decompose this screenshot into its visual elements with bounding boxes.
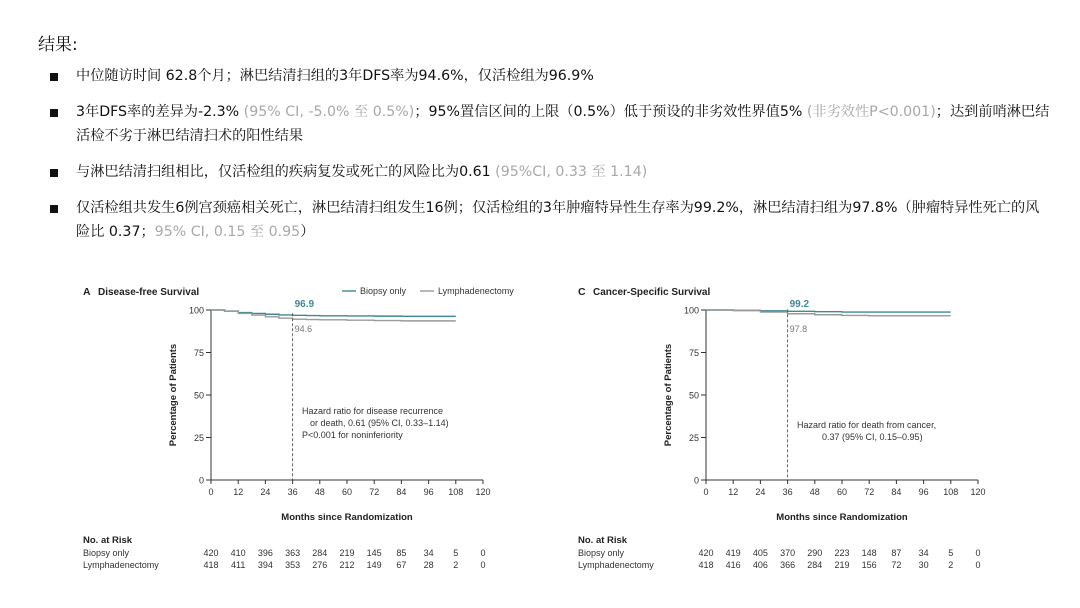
risk-value: 418 bbox=[698, 560, 714, 570]
risk-value: 34 bbox=[918, 548, 929, 558]
risk-table-title: No. at Risk bbox=[83, 535, 133, 546]
series-line-lymphadenectomy bbox=[706, 310, 951, 316]
x-tick-label: 36 bbox=[782, 487, 793, 497]
risk-value: 5 bbox=[453, 548, 459, 558]
annotation-biopsy-value: 96.9 bbox=[294, 299, 315, 310]
x-tick-label: 84 bbox=[891, 487, 902, 497]
bullet-text: 仅活检组共发生6例宫颈癌相关死亡，淋巴结清扫组发生16例；仅活检组的3年肿瘤特异性生存率为99.2%，淋巴结清扫组为97.8%（肿瘤特异性死亡的风险比 0.37； bbox=[76, 200, 1040, 240]
x-axis-title: Months since Randomization bbox=[776, 512, 908, 523]
y-tick-label: 0 bbox=[198, 475, 204, 486]
y-tick-label: 75 bbox=[193, 348, 204, 358]
hazard-ratio-note: Hazard ratio for disease recurrence bbox=[302, 406, 444, 416]
y-tick-label: 0 bbox=[693, 475, 699, 486]
risk-value: 370 bbox=[780, 548, 796, 558]
y-tick-label: 25 bbox=[688, 433, 699, 443]
annotation-lymph-value: 97.8 bbox=[789, 324, 808, 334]
y-tick-label: 100 bbox=[188, 305, 204, 316]
risk-value: 148 bbox=[861, 548, 877, 558]
bullet-square-icon bbox=[50, 205, 58, 213]
bullet-item bbox=[50, 100, 1050, 148]
legend-label: Biopsy only bbox=[360, 286, 407, 296]
risk-value: 0 bbox=[975, 560, 981, 570]
x-tick-label: 120 bbox=[475, 487, 491, 497]
bullet-text: 3年DFS率的差异为-2.3% bbox=[76, 104, 244, 120]
risk-value: 219 bbox=[339, 548, 355, 558]
risk-value: 223 bbox=[834, 548, 850, 558]
bullet-text: ；95%置信区间的上限（0.5%）低于预设的非劣效性界值5% bbox=[414, 104, 807, 120]
risk-value: 72 bbox=[891, 560, 902, 570]
chart-title: Cancer-Specific Survival bbox=[593, 287, 711, 298]
x-tick-label: 36 bbox=[287, 487, 298, 497]
risk-value: 2 bbox=[453, 560, 459, 570]
risk-value: 276 bbox=[312, 560, 328, 570]
y-tick-label: 50 bbox=[193, 390, 204, 401]
bullet-ci-text: 95% CI, 0.15 至 0.95 bbox=[154, 224, 301, 240]
x-tick-label: 72 bbox=[369, 487, 380, 497]
risk-value: 420 bbox=[698, 548, 714, 558]
y-axis-title: Percentage of Patients bbox=[663, 343, 674, 447]
annotation-lymph-value: 94.6 bbox=[294, 324, 313, 334]
x-tick-label: 108 bbox=[448, 487, 464, 497]
x-tick-label: 60 bbox=[836, 487, 848, 497]
risk-value: 85 bbox=[396, 548, 407, 558]
hazard-ratio-note: 0.37 (95% CI, 0.15–0.95) bbox=[822, 432, 923, 442]
risk-value: 420 bbox=[203, 548, 219, 558]
risk-value: 156 bbox=[861, 560, 877, 570]
bullet-ci-text: (非劣效性P<0.001) bbox=[806, 104, 936, 120]
section-heading: 结果: bbox=[38, 35, 78, 55]
x-axis-title: Months since Randomization bbox=[281, 512, 413, 523]
risk-value: 353 bbox=[285, 560, 301, 570]
chart-disease-free-survival bbox=[80, 280, 540, 590]
bullet-text: ） bbox=[300, 224, 315, 240]
bullet-square-icon bbox=[50, 109, 58, 117]
risk-value: 212 bbox=[339, 560, 355, 570]
x-tick-label: 96 bbox=[423, 487, 434, 497]
risk-value: 0 bbox=[975, 548, 981, 558]
risk-value: 28 bbox=[423, 560, 434, 570]
bullet-item bbox=[50, 64, 1050, 88]
panel-label: C bbox=[578, 286, 586, 298]
x-tick-label: 60 bbox=[341, 487, 353, 497]
panel-label: A bbox=[83, 286, 91, 298]
x-tick-label: 108 bbox=[943, 487, 959, 497]
hazard-ratio-note: Hazard ratio for death from cancer, bbox=[797, 420, 937, 430]
bullet-ci-text: (95%CI, 0.33 至 1.14) bbox=[495, 164, 648, 180]
risk-table-title: No. at Risk bbox=[578, 535, 628, 546]
risk-value: 284 bbox=[312, 548, 328, 558]
risk-value: 87 bbox=[891, 548, 902, 558]
bullet-item bbox=[50, 160, 1050, 184]
risk-value: 410 bbox=[230, 548, 246, 558]
risk-value: 416 bbox=[725, 560, 741, 570]
x-tick-label: 12 bbox=[728, 487, 739, 497]
risk-value: 411 bbox=[231, 560, 246, 570]
y-tick-label: 100 bbox=[683, 305, 699, 316]
x-tick-label: 24 bbox=[260, 487, 271, 497]
y-tick-label: 50 bbox=[688, 390, 699, 401]
x-tick-label: 24 bbox=[755, 487, 766, 497]
risk-value: 290 bbox=[807, 548, 823, 558]
risk-row-label: Biopsy only bbox=[578, 548, 625, 558]
risk-row-label: Biopsy only bbox=[83, 548, 130, 558]
risk-value: 406 bbox=[752, 560, 768, 570]
x-tick-label: 120 bbox=[970, 487, 986, 497]
risk-value: 145 bbox=[366, 548, 382, 558]
x-tick-label: 0 bbox=[208, 487, 214, 497]
risk-value: 34 bbox=[423, 548, 434, 558]
bullet-square-icon bbox=[50, 73, 58, 81]
y-axis-title: Percentage of Patients bbox=[168, 343, 179, 447]
risk-value: 0 bbox=[480, 560, 486, 570]
bullet-text: 与淋巴结清扫组相比，仅活检组的疾病复发或死亡的风险比为0.61 bbox=[76, 164, 496, 180]
risk-value: 219 bbox=[834, 560, 850, 570]
legend-label: Lymphadenectomy bbox=[438, 286, 514, 296]
bullet-text: ；达到前哨淋巴结活检不劣于淋巴结清扫术的阳性结果 bbox=[76, 104, 1050, 144]
risk-row-label: Lymphadenectomy bbox=[578, 560, 654, 570]
risk-value: 394 bbox=[257, 560, 273, 570]
x-tick-label: 0 bbox=[703, 487, 709, 497]
x-tick-label: 48 bbox=[809, 487, 820, 497]
risk-value: 0 bbox=[480, 548, 486, 558]
risk-value: 405 bbox=[752, 548, 768, 558]
risk-value: 284 bbox=[807, 560, 823, 570]
x-tick-label: 72 bbox=[864, 487, 875, 497]
risk-value: 67 bbox=[396, 560, 407, 570]
risk-row-label: Lymphadenectomy bbox=[83, 560, 159, 570]
risk-value: 2 bbox=[948, 560, 954, 570]
x-tick-label: 48 bbox=[314, 487, 325, 497]
y-tick-label: 25 bbox=[193, 433, 204, 443]
risk-value: 419 bbox=[725, 548, 741, 558]
x-tick-label: 84 bbox=[396, 487, 407, 497]
risk-value: 366 bbox=[780, 560, 796, 570]
risk-value: 363 bbox=[285, 548, 301, 558]
chart-cancer-specific-survival bbox=[575, 280, 1035, 590]
result-bullets bbox=[50, 64, 1050, 256]
x-tick-label: 12 bbox=[233, 487, 244, 497]
x-tick-label: 96 bbox=[918, 487, 929, 497]
risk-value: 30 bbox=[918, 560, 929, 570]
chart-title: Disease-free Survival bbox=[98, 287, 200, 298]
bullet-item bbox=[50, 196, 1050, 244]
hazard-ratio-note: or death, 0.61 (95% CI, 0.33–1.14) bbox=[310, 418, 449, 428]
bullet-ci-text: (95% CI, -5.0% 至 0.5%) bbox=[243, 104, 415, 120]
risk-value: 5 bbox=[948, 548, 954, 558]
bullet-square-icon bbox=[50, 169, 58, 177]
y-tick-label: 75 bbox=[688, 348, 699, 358]
risk-value: 149 bbox=[366, 560, 382, 570]
bullet-text: 中位随访时间 62.8个月；淋巴结清扫组的3年DFS率为94.6%，仅活检组为96.9% bbox=[76, 68, 594, 84]
risk-value: 418 bbox=[203, 560, 219, 570]
annotation-biopsy-value: 99.2 bbox=[789, 299, 810, 310]
risk-value: 396 bbox=[257, 548, 273, 558]
hazard-ratio-note: P<0.001 for noninferiority bbox=[302, 430, 403, 440]
